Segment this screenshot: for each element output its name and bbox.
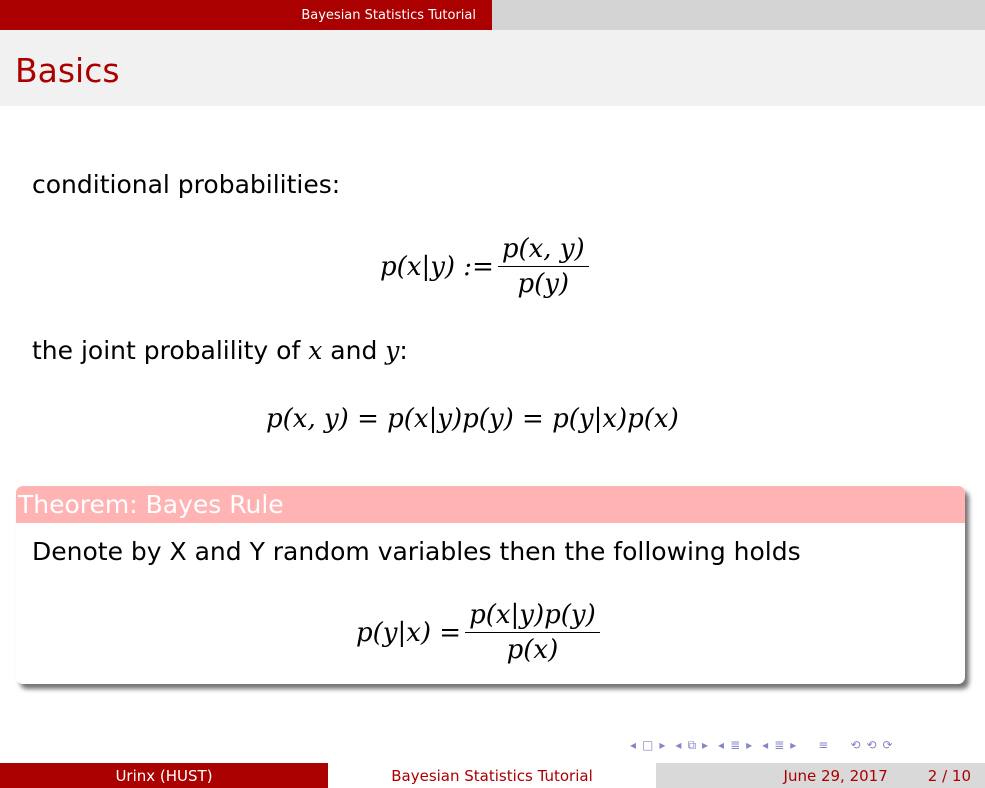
intro-text: conditional probabilities: <box>32 170 341 199</box>
footer-date: June 29, 2017 <box>783 766 888 785</box>
theorem-title: Theorem: Bayes Rule <box>16 486 965 523</box>
cond-fraction <box>498 236 589 297</box>
conditional-probability-equation <box>380 236 593 297</box>
cond-denominator: p(y) <box>517 269 570 299</box>
joint-text-c: : <box>399 336 408 365</box>
nav-prev-section-icon[interactable]: ◂ <box>718 738 725 752</box>
nav-search-icon[interactable]: ⟲ <box>850 738 861 752</box>
frame-title: Basics <box>15 51 120 90</box>
theorem-block <box>16 486 965 684</box>
joint-text <box>32 338 408 363</box>
nav-forward-icon[interactable]: ⟳ <box>882 738 893 752</box>
bayes-lhs: p(y|x) = <box>356 617 462 648</box>
frame-header <box>0 30 985 106</box>
footer-bar <box>0 763 985 788</box>
nav-align-icon[interactable]: ≡ <box>818 738 829 752</box>
cond-lhs: p(x|y) := <box>380 251 494 282</box>
nav-section2-icon[interactable]: ≣ <box>774 738 785 752</box>
joint-var-x: x <box>308 336 323 365</box>
nav-prev-frame-icon[interactable]: ◂ <box>630 738 637 752</box>
nav-next-section-icon[interactable]: ▸ <box>746 738 753 752</box>
nav-subsection-icon[interactable]: ⧉ <box>687 737 697 752</box>
nav-next-frame-icon[interactable]: ▸ <box>659 738 666 752</box>
nav-next-section2-icon[interactable]: ▸ <box>790 738 797 752</box>
theorem-text: Denote by X and Y random variables then the following holds <box>32 537 801 566</box>
footer-page-number: 2 / 10 <box>927 766 971 785</box>
joint-text-a: the joint probalility of <box>32 336 309 365</box>
header-short-title[interactable]: Bayesian Statistics Tutorial <box>0 0 492 30</box>
bayes-numerator: p(x|y)p(y) <box>465 602 600 633</box>
nav-prev-section2-icon[interactable]: ◂ <box>762 738 769 752</box>
footer-info <box>656 763 985 788</box>
nav-prev-subsection-icon[interactable]: ◂ <box>675 738 682 752</box>
bayes-fraction <box>465 602 600 663</box>
bayes-equation <box>356 602 604 663</box>
footer-author: Urinx (HUST) <box>0 763 328 788</box>
joint-probability-equation: p(x, y) = p(x|y)p(y) = p(y|x)p(x) <box>266 404 679 434</box>
nav-back-icon[interactable]: ⟲ <box>866 738 877 752</box>
top-bar <box>0 0 985 30</box>
cond-numerator: p(x, y) <box>498 236 589 267</box>
nav-frame-icon[interactable]: □ <box>642 738 654 752</box>
beamer-navigation <box>630 737 980 753</box>
nav-next-subsection-icon[interactable]: ▸ <box>702 738 709 752</box>
footer-title: Bayesian Statistics Tutorial <box>328 763 656 788</box>
joint-var-y: y <box>385 336 400 365</box>
bayes-denominator: p(x) <box>506 635 559 665</box>
nav-section-icon[interactable]: ≣ <box>730 738 741 752</box>
joint-text-b: and <box>322 336 386 365</box>
